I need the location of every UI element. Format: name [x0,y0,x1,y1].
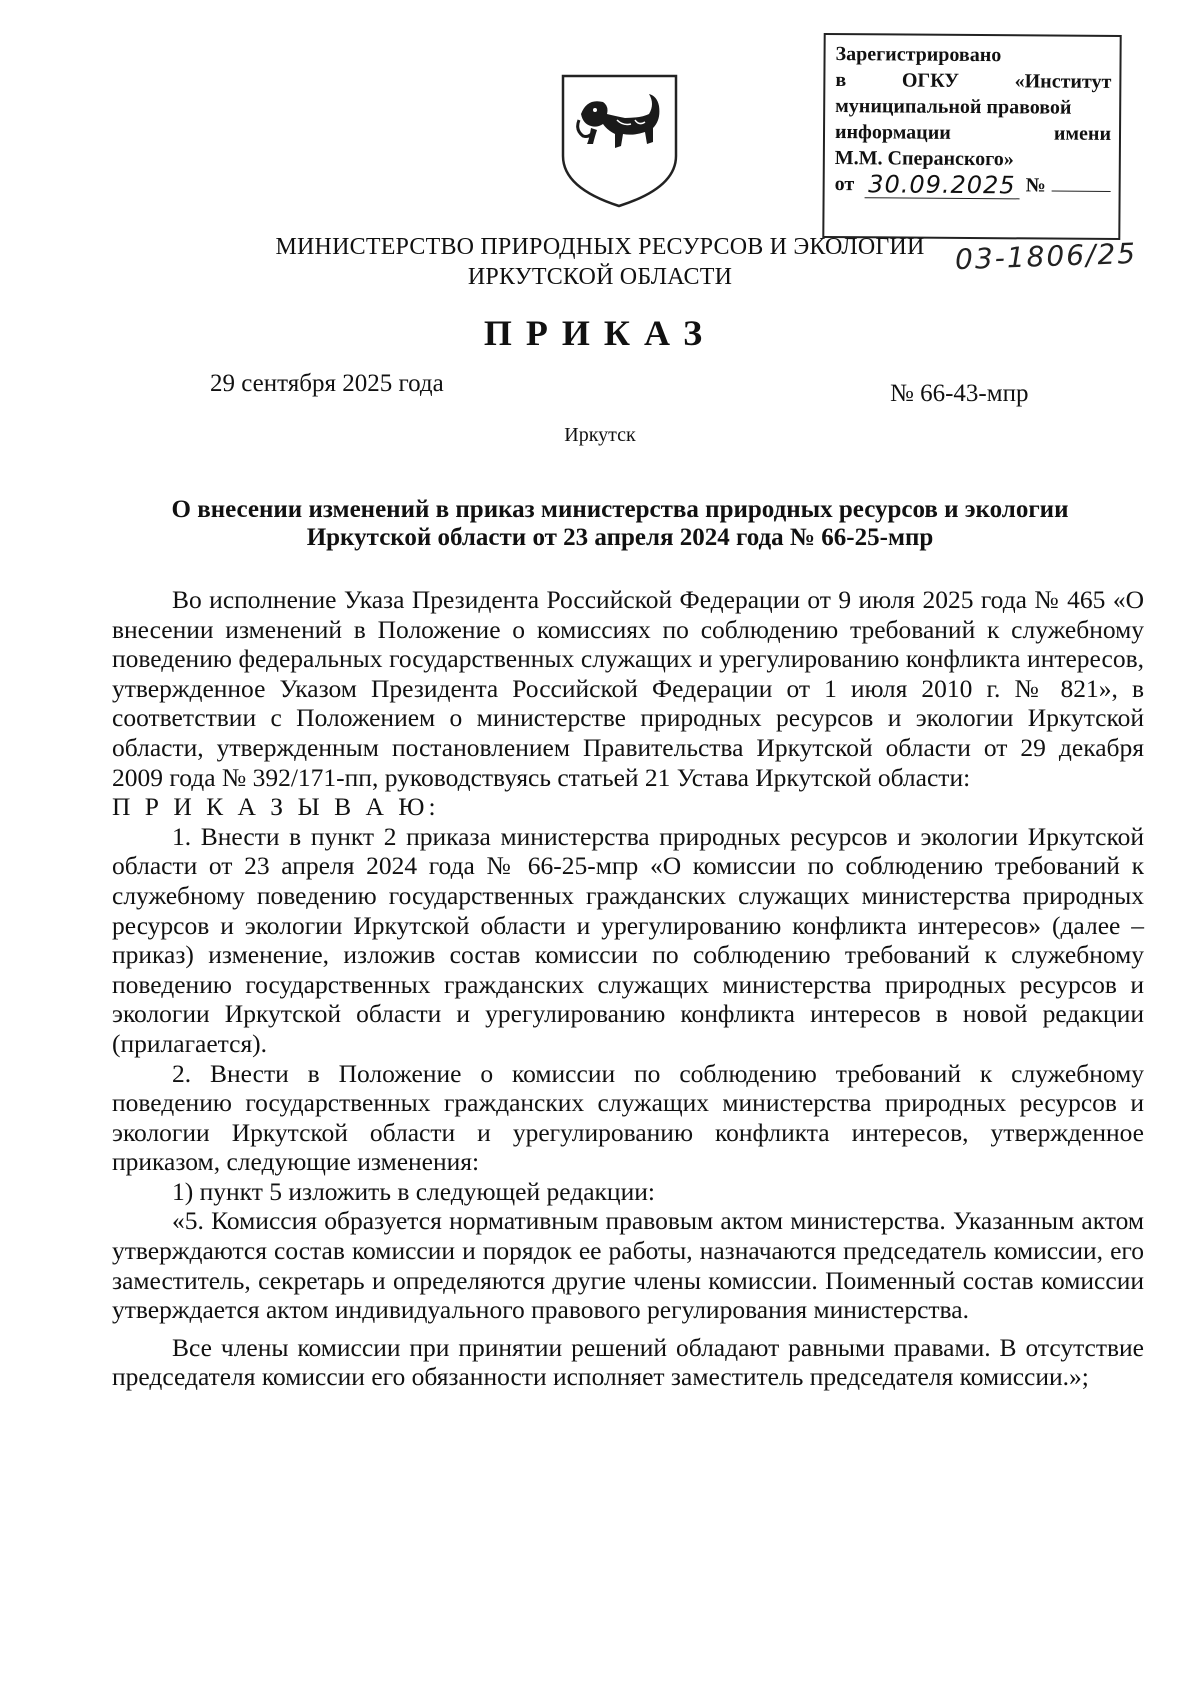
item-2-paragraph: 2. Внести в Положение о комиссии по соблюдению требований к служебному поведению государственных гражданских служащих министерства природных ресурсов и экологии Иркутской области и урегулированию конфликта интересов, утвержденное приказом, следующие изменения: [112,1058,1144,1177]
stamp-number-line [1052,173,1111,192]
stamp-handwritten-date: 30.09.2025 [864,171,1020,199]
order-city: Иркутск [564,424,636,446]
quoted-paragraph-2: Все члены комиссии при принятии решений обладают равными правами. В отсутствие председателя комиссии его обязанности исполняет заместитель председателя комиссии.»; [112,1332,1144,1392]
stamp-word: «Институт [1014,70,1112,93]
quoted-paragraph-1: «5. Комиссия образуется нормативным правовым актом министерства. Указанным актом утверждаются состав комиссии и порядок ее работы, назначаются председатель комиссии, его заместитель, секретарь и определяются другие члены комиссии. Поименный состав комиссии утверждается актом индивидуального правового регулирования министерства. [112,1206,1144,1325]
order-number: № 66-43-мпр [890,380,1029,407]
stamp-line: Зарегистрировано [835,43,1002,67]
registration-stamp [822,33,1121,240]
stamp-line: М.М. Сперанского» [834,147,1014,171]
subitem-1-paragraph: 1) пункт 5 изложить в следующей редакции: [172,1176,655,1206]
order-heading [120,496,1120,552]
ministry-name-line1: МИНИСТЕРСТВО ПРИРОДНЫХ РЕСУРСОВ И ЭКОЛОГИИ [275,234,925,260]
order-word: П Р И К А З Ы В А Ю: [112,792,440,822]
stamp-word: имени [1053,122,1112,145]
stamp-word: в [835,69,847,92]
document-type-title: ПРИКАЗ [483,313,717,353]
order-date: 29 сентября 2025 года [210,370,444,397]
ministry-name-line2: ИРКУТСКОЙ ОБЛАСТИ [467,264,733,290]
stamp-line: муниципальной правовой [835,95,1072,119]
item-1-paragraph: 1. Внести в пункт 2 приказа министерства природных ресурсов и экологии Иркутской области от 23 апреля 2024 года № 66-25-мпр «О комиссии по соблюдению требований к служебному поведению государственных гражданских служащих министерства природных ресурсов и экологии Иркутской области и урегулированию конфликта интересов» (далее – приказ) изменение, изложив состав комиссии по соблюдению требований к служебному поведению государственных гражданских служащих министерства природных ресурсов и экологии Иркутской области и урегулированию конфликта интересов в новой редакции (прилагается). [112,821,1144,1058]
heading-line: Иркутской области от 23 апреля 2024 года № 66-25-мпр [306,524,934,551]
stamp-number-prefix: № [1025,174,1046,197]
order-body [112,585,1144,1392]
heading-line: О внесении изменений в приказ министерства природных ресурсов и экологии [171,496,1069,523]
preamble-paragraph: Во исполнение Указа Президента Российской Федерации от 9 июля 2025 года № 465 «О внесении изменений в Положение о комиссиях по соблюдению требований к служебному поведению федеральных государственных служащих и урегулированию конфликта интересов, утвержденное Указом Президента Российской Федерации от 1 июля 2010 г. № 821», в соответствии с Положением о министерстве природных ресурсов и экологии Иркутской области, утвержденным постановлением Правительства Иркутской области от 29 декабря 2009 года № 392/171-пп, руководствуясь статьей 21 Устава Иркутской области: [112,585,1144,792]
stamp-date-prefix: от [834,173,855,196]
stamp-word: информации [834,121,951,144]
coat-of-arms-emblem [557,70,682,210]
handwritten-registration-number: 03-1806/25 [954,236,1138,277]
stamp-word: ОГКУ [901,69,960,92]
